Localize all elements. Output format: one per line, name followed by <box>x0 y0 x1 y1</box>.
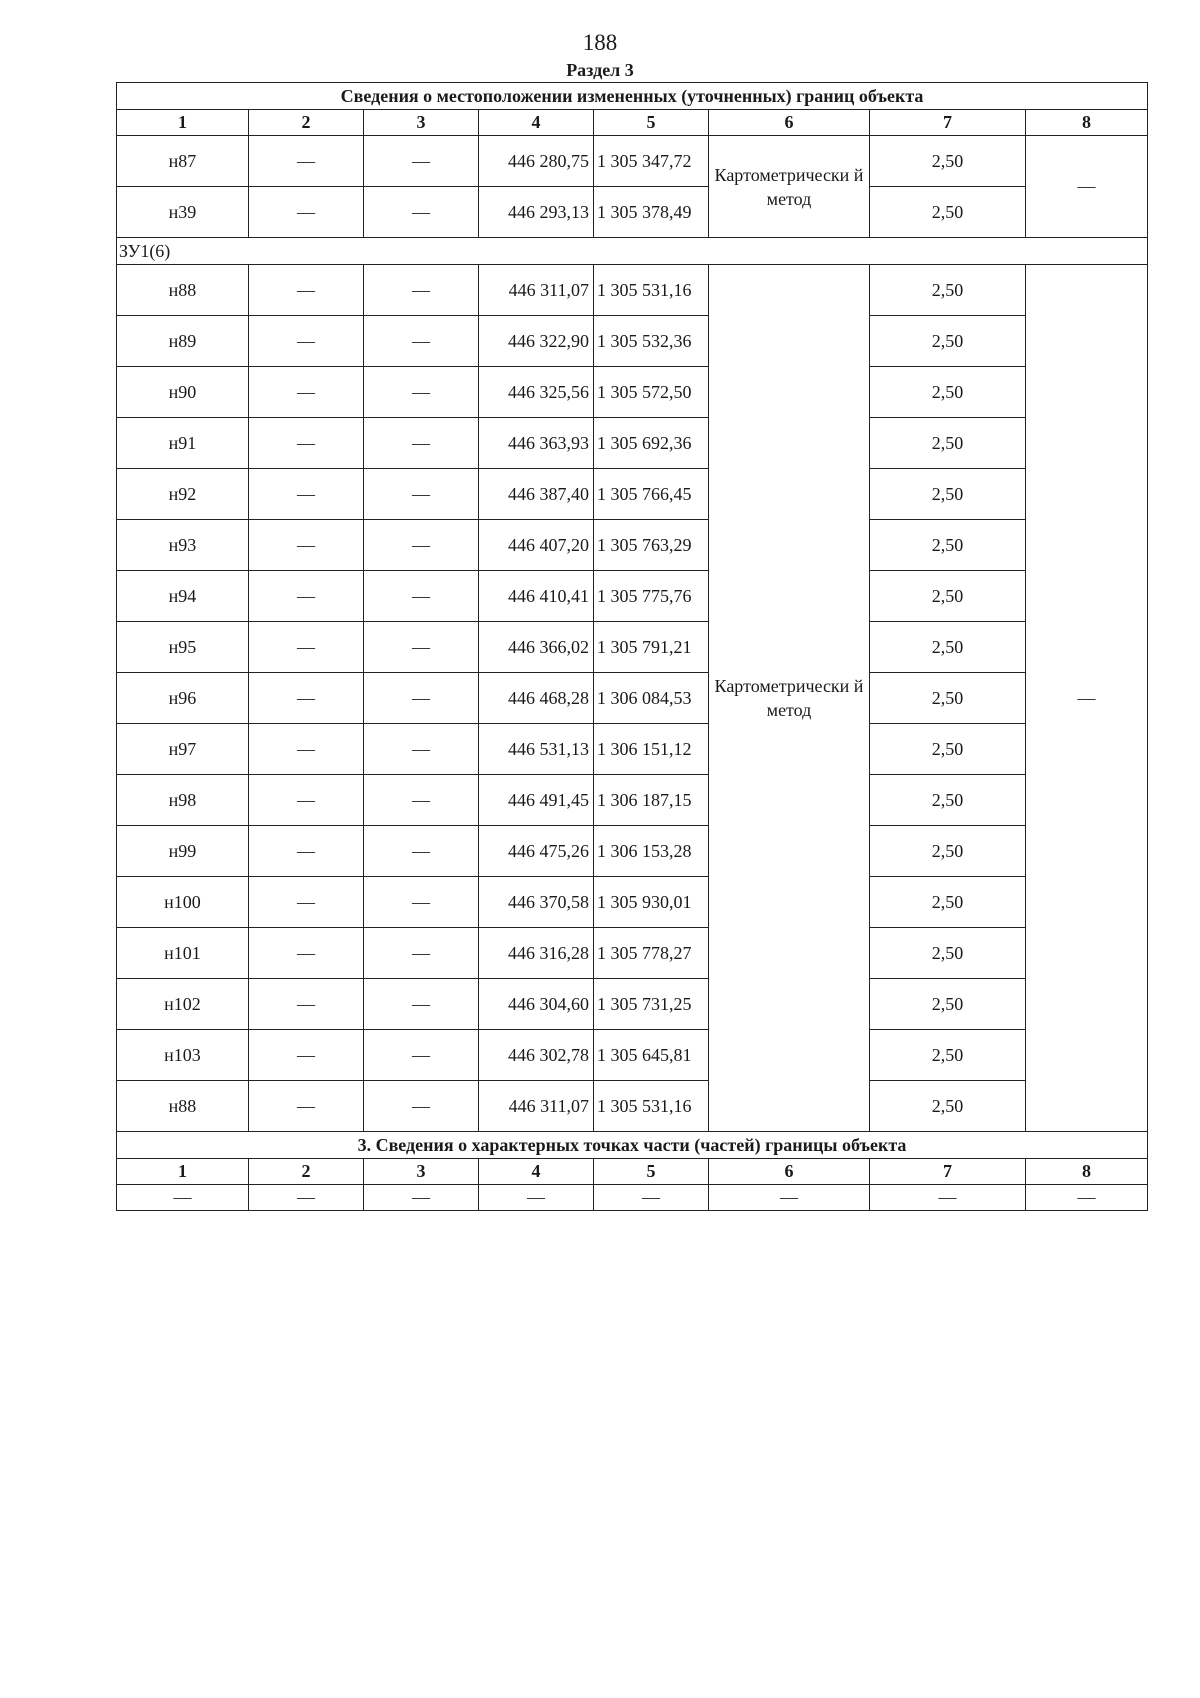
coord-x: 446 302,78 <box>479 1030 594 1081</box>
empty-cell: — <box>249 1185 364 1211</box>
page-number: 188 <box>582 30 618 55</box>
coord-x: 446 468,28 <box>479 673 594 724</box>
coord-x: 446 531,13 <box>479 724 594 775</box>
point-name: н94 <box>117 571 249 622</box>
accuracy: 2,50 <box>870 826 1026 877</box>
column-number: 4 <box>479 110 594 136</box>
table-row <box>117 775 1148 826</box>
coord-x: 446 311,07 <box>479 1081 594 1132</box>
coord-x: 446 363,93 <box>479 418 594 469</box>
point-name: н96 <box>117 673 249 724</box>
coord-y: 1 305 531,16 <box>594 1081 709 1132</box>
accuracy: 2,50 <box>870 724 1026 775</box>
table-row <box>117 826 1148 877</box>
cell-col3: — <box>364 367 479 418</box>
table-row <box>117 1081 1148 1132</box>
table-row <box>117 724 1148 775</box>
cell-col2: — <box>249 418 364 469</box>
point-name: н88 <box>117 265 249 316</box>
table-row <box>117 1030 1148 1081</box>
cell-col3: — <box>364 826 479 877</box>
column-number: 3 <box>364 110 479 136</box>
column-number: 1 <box>117 110 249 136</box>
accuracy: 2,50 <box>870 136 1026 187</box>
cell-col8: — <box>1026 136 1148 238</box>
table2-heading-row <box>117 1132 1148 1159</box>
cell-col3: — <box>364 724 479 775</box>
cell-col3: — <box>364 418 479 469</box>
point-name: н91 <box>117 418 249 469</box>
table-heading-row <box>117 83 1148 110</box>
coord-y: 1 305 572,50 <box>594 367 709 418</box>
method-cell: Картометрически й метод <box>709 136 870 238</box>
table-row <box>117 136 1148 187</box>
cell-col2: — <box>249 877 364 928</box>
column-number: 2 <box>249 110 364 136</box>
cell-col3: — <box>364 1081 479 1132</box>
point-name: н102 <box>117 979 249 1030</box>
point-name: н92 <box>117 469 249 520</box>
empty-cell: — <box>364 1185 479 1211</box>
point-name: н39 <box>117 187 249 238</box>
method-cell: Картометрически й метод <box>709 265 870 1132</box>
column-number: 5 <box>594 1159 709 1185</box>
coord-x: 446 322,90 <box>479 316 594 367</box>
cell-col2: — <box>249 316 364 367</box>
coord-x: 446 387,40 <box>479 469 594 520</box>
accuracy: 2,50 <box>870 928 1026 979</box>
table-row <box>117 571 1148 622</box>
cell-col2: — <box>249 469 364 520</box>
table-heading: Сведения о местоположении измененных (уточненных) границ объекта <box>117 83 1148 110</box>
coord-x: 446 475,26 <box>479 826 594 877</box>
cell-col2: — <box>249 367 364 418</box>
column-number: 7 <box>870 110 1026 136</box>
table-row <box>117 928 1148 979</box>
coord-y: 1 305 532,36 <box>594 316 709 367</box>
accuracy: 2,50 <box>870 469 1026 520</box>
cell-col3: — <box>364 187 479 238</box>
cell-col2: — <box>249 775 364 826</box>
coord-x: 446 410,41 <box>479 571 594 622</box>
point-name: н97 <box>117 724 249 775</box>
column-number: 1 <box>117 1159 249 1185</box>
table-row <box>117 520 1148 571</box>
table-row <box>117 265 1148 316</box>
accuracy: 2,50 <box>870 979 1026 1030</box>
cell-col3: — <box>364 775 479 826</box>
coord-y: 1 305 778,27 <box>594 928 709 979</box>
coord-y: 1 306 153,28 <box>594 826 709 877</box>
cell-col2: — <box>249 724 364 775</box>
coord-y: 1 305 531,16 <box>594 265 709 316</box>
column-number: 4 <box>479 1159 594 1185</box>
coord-y: 1 305 692,36 <box>594 418 709 469</box>
cell-col3: — <box>364 316 479 367</box>
cell-col2: — <box>249 187 364 238</box>
cell-col3: — <box>364 928 479 979</box>
coord-y: 1 305 930,01 <box>594 877 709 928</box>
accuracy: 2,50 <box>870 571 1026 622</box>
cell-col2: — <box>249 571 364 622</box>
coord-y: 1 305 347,72 <box>594 136 709 187</box>
coord-x: 446 293,13 <box>479 187 594 238</box>
column-number: 6 <box>709 110 870 136</box>
table-row <box>117 367 1148 418</box>
cell-col3: — <box>364 469 479 520</box>
point-name: н99 <box>117 826 249 877</box>
accuracy: 2,50 <box>870 1081 1026 1132</box>
point-name: н100 <box>117 877 249 928</box>
column-number: 6 <box>709 1159 870 1185</box>
column-number: 8 <box>1026 1159 1148 1185</box>
cell-col2: — <box>249 1081 364 1132</box>
cell-col3: — <box>364 571 479 622</box>
cell-col2: — <box>249 673 364 724</box>
empty-cell: — <box>117 1185 249 1211</box>
table2-heading: 3. Сведения о характерных точках части (частей) границы объекта <box>117 1132 1148 1159</box>
table-row <box>117 622 1148 673</box>
empty-cell: — <box>594 1185 709 1211</box>
cell-col3: — <box>364 673 479 724</box>
column-numbers-row <box>117 1159 1148 1185</box>
table-row <box>117 673 1148 724</box>
cell-col3: — <box>364 622 479 673</box>
coord-x: 446 280,75 <box>479 136 594 187</box>
coord-y: 1 305 645,81 <box>594 1030 709 1081</box>
coord-x: 446 366,02 <box>479 622 594 673</box>
column-number: 5 <box>594 110 709 136</box>
coord-y: 1 306 084,53 <box>594 673 709 724</box>
accuracy: 2,50 <box>870 520 1026 571</box>
coord-x: 446 407,20 <box>479 520 594 571</box>
accuracy: 2,50 <box>870 1030 1026 1081</box>
cell-col2: — <box>249 265 364 316</box>
cell-col8: — <box>1026 265 1148 1132</box>
accuracy: 2,50 <box>870 622 1026 673</box>
cell-col3: — <box>364 877 479 928</box>
coord-x: 446 311,07 <box>479 265 594 316</box>
column-number: 2 <box>249 1159 364 1185</box>
cell-col2: — <box>249 520 364 571</box>
point-name: н87 <box>117 136 249 187</box>
accuracy: 2,50 <box>870 775 1026 826</box>
cell-col3: — <box>364 520 479 571</box>
coordinates-table <box>116 82 1148 1211</box>
coord-x: 446 491,45 <box>479 775 594 826</box>
column-number: 3 <box>364 1159 479 1185</box>
coord-y: 1 305 763,29 <box>594 520 709 571</box>
accuracy: 2,50 <box>870 367 1026 418</box>
point-name: н93 <box>117 520 249 571</box>
table2-empty-row <box>117 1185 1148 1211</box>
accuracy: 2,50 <box>870 877 1026 928</box>
cell-col2: — <box>249 136 364 187</box>
point-name: н103 <box>117 1030 249 1081</box>
coord-y: 1 305 731,25 <box>594 979 709 1030</box>
empty-cell: — <box>1026 1185 1148 1211</box>
cell-col3: — <box>364 1030 479 1081</box>
point-name: н89 <box>117 316 249 367</box>
empty-cell: — <box>870 1185 1026 1211</box>
section-title: Раздел 3 <box>566 60 634 80</box>
accuracy: 2,50 <box>870 316 1026 367</box>
table-row <box>117 187 1148 238</box>
coord-y: 1 306 151,12 <box>594 724 709 775</box>
table-row <box>117 316 1148 367</box>
cell-col2: — <box>249 826 364 877</box>
parcel-subheading: ЗУ1(6) <box>117 238 1148 265</box>
coord-y: 1 305 378,49 <box>594 187 709 238</box>
column-number: 8 <box>1026 110 1148 136</box>
coord-y: 1 305 766,45 <box>594 469 709 520</box>
point-name: н88 <box>117 1081 249 1132</box>
table-row <box>117 469 1148 520</box>
cell-col2: — <box>249 622 364 673</box>
coord-x: 446 370,58 <box>479 877 594 928</box>
cell-col2: — <box>249 1030 364 1081</box>
coord-x: 446 316,28 <box>479 928 594 979</box>
point-name: н101 <box>117 928 249 979</box>
point-name: н90 <box>117 367 249 418</box>
table-row <box>117 877 1148 928</box>
column-number: 7 <box>870 1159 1026 1185</box>
coord-y: 1 305 775,76 <box>594 571 709 622</box>
cell-col2: — <box>249 928 364 979</box>
empty-cell: — <box>479 1185 594 1211</box>
cell-col2: — <box>249 979 364 1030</box>
accuracy: 2,50 <box>870 265 1026 316</box>
coord-x: 446 325,56 <box>479 367 594 418</box>
empty-cell: — <box>709 1185 870 1211</box>
coord-y: 1 306 187,15 <box>594 775 709 826</box>
table-row <box>117 979 1148 1030</box>
accuracy: 2,50 <box>870 187 1026 238</box>
accuracy: 2,50 <box>870 673 1026 724</box>
column-numbers-row <box>117 110 1148 136</box>
cell-col3: — <box>364 265 479 316</box>
cell-col3: — <box>364 979 479 1030</box>
coord-x: 446 304,60 <box>479 979 594 1030</box>
cell-col3: — <box>364 136 479 187</box>
accuracy: 2,50 <box>870 418 1026 469</box>
point-name: н98 <box>117 775 249 826</box>
table-row <box>117 418 1148 469</box>
point-name: н95 <box>117 622 249 673</box>
subheading-row <box>117 238 1148 265</box>
coord-y: 1 305 791,21 <box>594 622 709 673</box>
